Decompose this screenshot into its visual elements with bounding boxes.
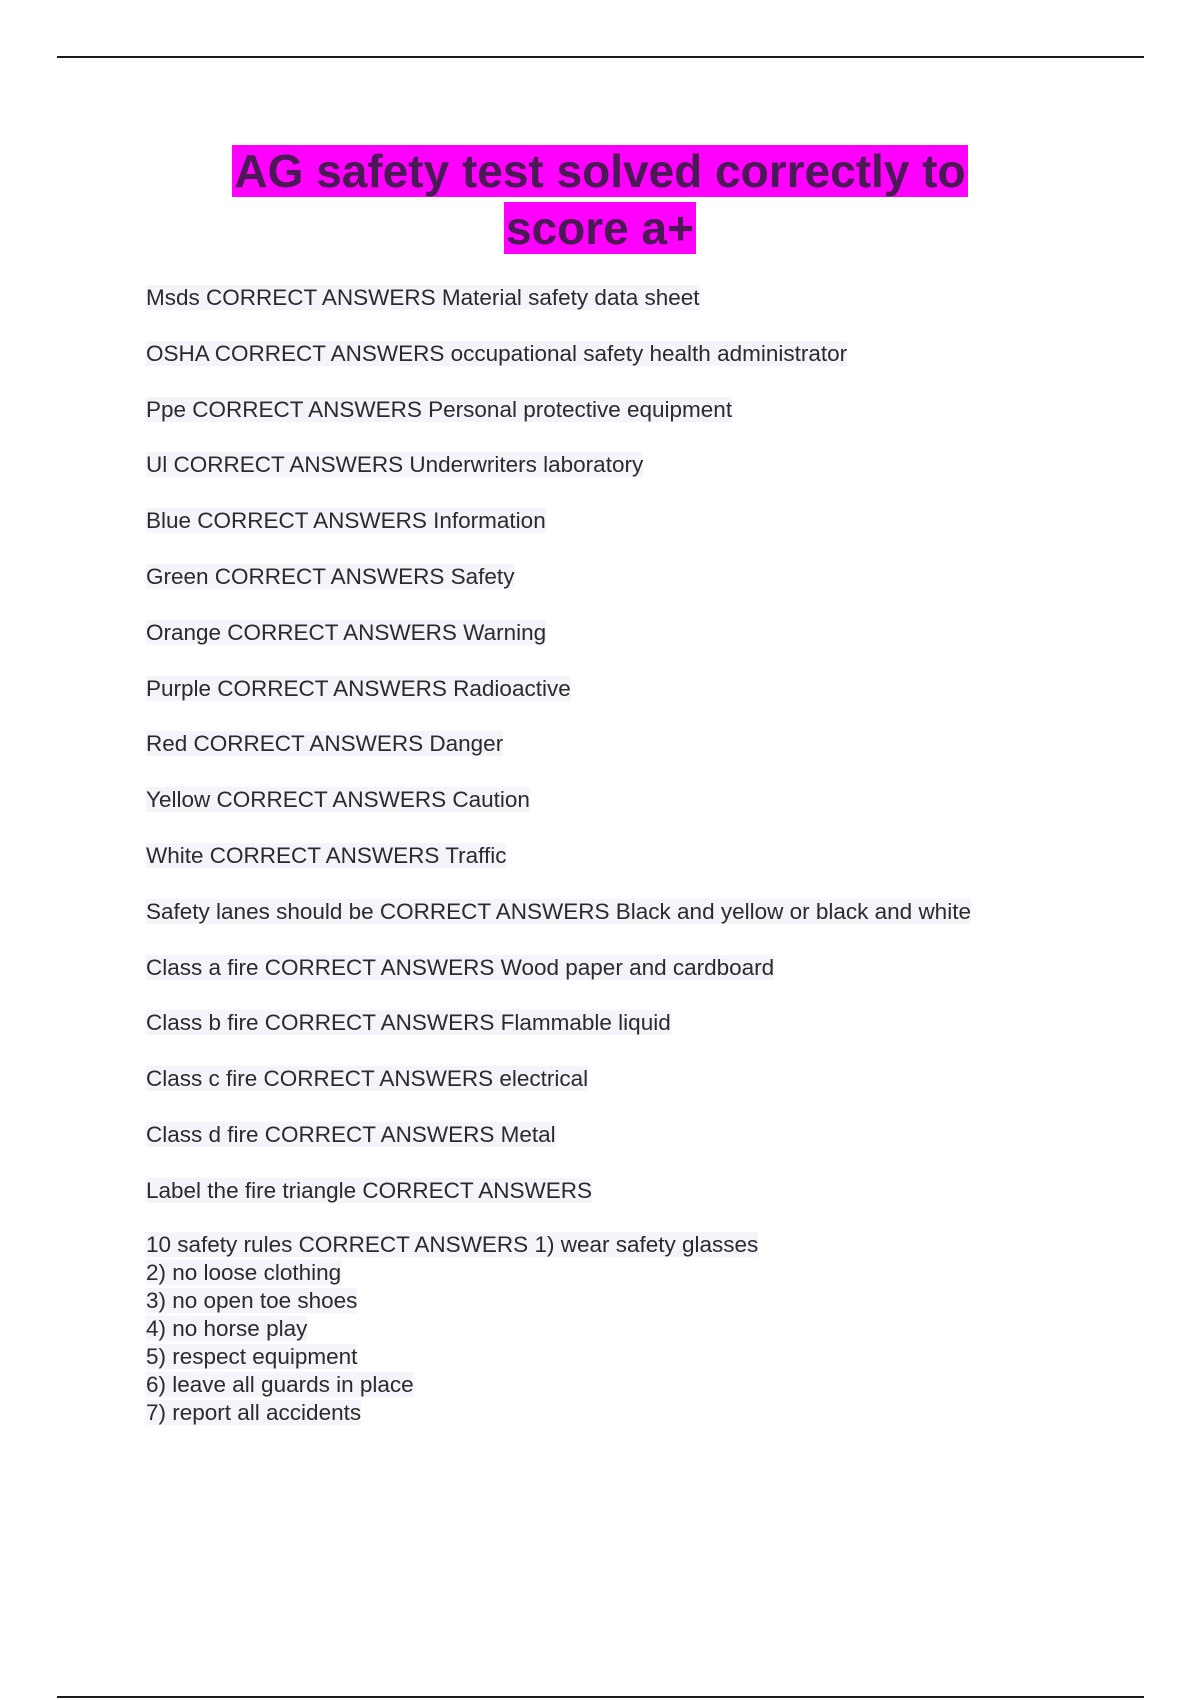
- bottom-rule: [57, 1696, 1144, 1698]
- qa-text: Yellow CORRECT ANSWERS Caution: [146, 787, 530, 813]
- safety-rule-line: [146, 1399, 1146, 1427]
- list-item: [146, 786, 1146, 814]
- qa-text: Class d fire CORRECT ANSWERS Metal: [146, 1121, 556, 1147]
- safety-rule-line: [146, 1259, 1146, 1287]
- safety-rule-line: [146, 1287, 1146, 1315]
- safety-rules-block: [146, 1231, 1146, 1427]
- list-item: [146, 1065, 1146, 1093]
- safety-rule-line: [146, 1231, 1146, 1259]
- qa-text: Label the fire triangle CORRECT ANSWERS: [146, 1177, 593, 1203]
- safety-rule-text: 4) no horse play: [146, 1316, 308, 1341]
- qa-text: OSHA CORRECT ANSWERS occupational safety health administrator: [146, 340, 848, 366]
- qa-text: Msds CORRECT ANSWERS Material safety data sheet: [146, 285, 700, 310]
- qa-text: Blue CORRECT ANSWERS Information: [146, 508, 546, 534]
- qa-text: Orange CORRECT ANSWERS Warning: [146, 619, 547, 645]
- list-item: [146, 451, 1146, 479]
- top-rule: [57, 56, 1144, 58]
- list-item: [146, 954, 1146, 982]
- safety-rule-line: [146, 1371, 1146, 1399]
- qa-text: Green CORRECT ANSWERS Safety: [146, 563, 515, 589]
- safety-rule-text: 3) no open toe shoes: [146, 1288, 358, 1313]
- qa-list: [146, 284, 1146, 1233]
- title-line-2: score a+: [506, 202, 694, 254]
- qa-text: Ul CORRECT ANSWERS Underwriters laboratory: [146, 452, 644, 478]
- list-item: [146, 619, 1146, 647]
- qa-text: Class a fire CORRECT ANSWERS Wood paper and cardboard: [146, 954, 775, 980]
- list-item: [146, 1177, 1146, 1205]
- qa-text: Red CORRECT ANSWERS Danger: [146, 731, 504, 757]
- list-item: [146, 1009, 1146, 1037]
- qa-text: White CORRECT ANSWERS Traffic: [146, 842, 507, 868]
- safety-rule-text: 10 safety rules CORRECT ANSWERS 1) wear safety glasses: [146, 1232, 759, 1257]
- page-title: [0, 143, 1200, 257]
- qa-text: Class c fire CORRECT ANSWERS electrical: [146, 1066, 589, 1092]
- safety-rule-text: 2) no loose clothing: [146, 1260, 342, 1285]
- list-item: [146, 396, 1146, 424]
- list-item: [146, 284, 1146, 312]
- safety-rule-text: 7) report all accidents: [146, 1400, 362, 1425]
- qa-text: Ppe CORRECT ANSWERS Personal protective equipment: [146, 396, 733, 422]
- title-line-1: AG safety test solved correctly to: [234, 145, 966, 197]
- list-item: [146, 842, 1146, 870]
- qa-text: Safety lanes should be CORRECT ANSWERS Black and yellow or black and white: [146, 898, 971, 924]
- list-item: [146, 675, 1146, 703]
- qa-text: Purple CORRECT ANSWERS Radioactive: [146, 675, 571, 701]
- safety-rule-line: [146, 1343, 1146, 1371]
- safety-rule-text: 6) leave all guards in place: [146, 1372, 414, 1397]
- list-item: [146, 730, 1146, 758]
- list-item: [146, 507, 1146, 535]
- list-item: [146, 1121, 1146, 1149]
- qa-text: Class b fire CORRECT ANSWERS Flammable liquid: [146, 1010, 671, 1036]
- safety-rule-text: 5) respect equipment: [146, 1344, 358, 1369]
- list-item: [146, 898, 1146, 926]
- list-item: [146, 340, 1146, 368]
- list-item: [146, 563, 1146, 591]
- safety-rule-line: [146, 1315, 1146, 1343]
